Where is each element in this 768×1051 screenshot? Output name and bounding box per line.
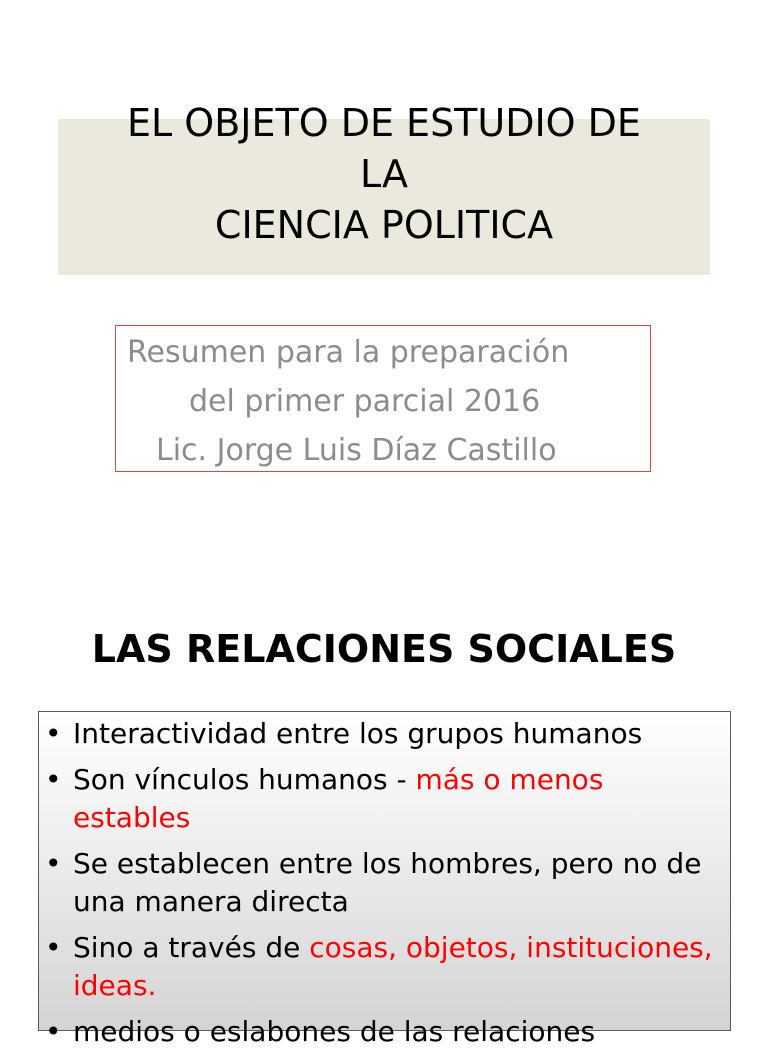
subtitle-line: Lic. Jorge Luis Díaz Castillo: [156, 433, 557, 468]
subtitle: [115, 328, 651, 475]
list-item: [39, 761, 730, 837]
list-item: [39, 1013, 730, 1051]
bullet-icon: •: [45, 717, 62, 750]
bullet-list-box: [38, 711, 731, 1048]
bullet-icon: •: [45, 763, 62, 796]
subtitle-line: del primer parcial 2016: [189, 384, 541, 419]
list-item: [39, 715, 730, 753]
list-item-text: Son vínculos humanos -: [73, 763, 416, 796]
bullet-icon: •: [45, 847, 62, 880]
bullet-icon: •: [45, 1015, 62, 1048]
list-item-highlight: más o menos estables: [73, 763, 604, 834]
list-item-text: Sino a través de: [73, 931, 310, 964]
slide-heading: LAS RELACIONES SOCIALES: [91, 627, 677, 671]
list-item: [39, 929, 730, 1005]
list-item-text: medios o eslabones de las relaciones: [73, 1015, 596, 1048]
list-item-highlight: cosas, objetos, instituciones, ideas.: [73, 931, 713, 1002]
list-item: [39, 845, 730, 921]
subtitle-line: Resumen para la preparación: [127, 335, 570, 370]
title-line: CIENCIA POLITICA: [214, 203, 554, 247]
bullet-list: [39, 712, 730, 1051]
list-item-text: Interactividad entre los grupos humanos: [73, 717, 643, 750]
list-item-text: Se establecen entre los hombres, pero no de una manera directa: [73, 847, 702, 918]
bullet-icon: •: [45, 931, 62, 964]
title-line: EL OBJETO DE ESTUDIO DE: [127, 101, 641, 145]
main-title: [0, 98, 768, 251]
content-slide: [0, 576, 768, 1048]
title-line: LA: [359, 152, 409, 196]
